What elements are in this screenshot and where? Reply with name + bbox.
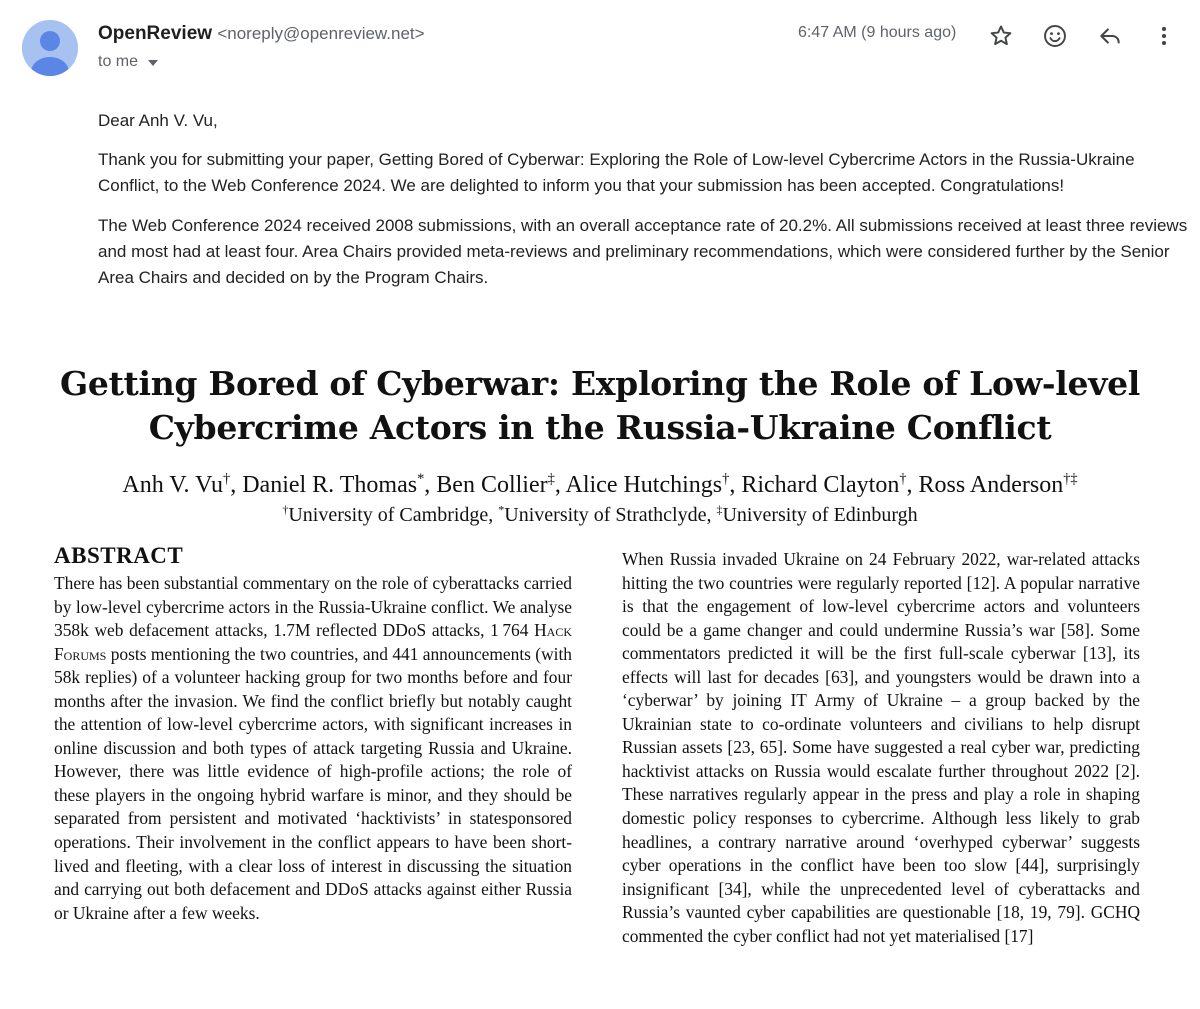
abstract-text-part: posts mentioning the two countries, and 441 announcements (with 58k replies) of a volunteer hacking group for two months before and four months after the invasion. We find the conflict briefly but notably caught the attention of low-level cybercrime actors, with significant increases in online discussion and both types of attack targeting Russia and Ukraine. However, there was little evidence of high-profile actions; the role of these players in the ongoing hybrid warfare is minor, and they should be separated from persistent and motivated ‘hacktivists’ in statesponsored operations. Their involvement in the conflict appears to have been short-lived and fleeting, with a clear loss of interest in discussing the situation and carrying out both defacement and DDoS attacks against either Russia or Ukraine after a few weeks. bbox=[54, 643, 572, 923]
sender-line bbox=[98, 23, 425, 45]
affiliation-mark: * bbox=[498, 502, 505, 517]
person-icon bbox=[22, 20, 78, 76]
abstract-heading: ABSTRACT bbox=[54, 543, 184, 568]
star-icon bbox=[988, 23, 1014, 49]
introduction-text: When Russia invaded Ukraine on 24 February 2022, war-related attacks hitting the two countries were regularly reported [12]. A popular narrative is that the engagement of low-level cybercrime actors and volunteers could be a game changer and could undermine Russia’s war [58]. Some commentators predicted it will be the first full-scale cyberwar [13], its effects will last for decades [63], and youngsters would be drawn into a ‘cyberwar’ by joining IT Army of Ukraine – a group backed by the Ukrainian state to co-ordinate volunteers and civilians to help disrupt Russian assets [23, 65]. Some have suggested a real cyber war, predicting hacktivist attacks on Russia would escalate further throughout 2022 [2]. These narratives regularly appear in the press and play a role in shaping domestic policy responses to cybercrime. Although less likely to grab headlines, a contrary narrative around ‘overhyped cyberwar’ suggests cyber operations in the conflict have been too slow [44], surprisingly insignificant [34], while the unprecedented level of cyberattacks and Russia’s vaunted cyber capabilities are questionable [18, 19, 79]. GCHQ commented the cyber conflict had not yet materialised [17] bbox=[622, 549, 1140, 946]
recipient-details-toggle[interactable] bbox=[98, 53, 158, 71]
email-paragraph-acceptance: Thank you for submitting your paper, Getting Bored of Cyberwar: Exploring the Role of Low-level Cybercrime Actors in the Russia-Ukraine Conflict, to the Web Conference 2024. We are delighted to inform you that your submission has been accepted. Congratulations! bbox=[98, 150, 1135, 195]
affiliation-name: University of Edinburgh bbox=[722, 504, 918, 526]
recipient-label: to me bbox=[98, 53, 139, 70]
author-mark: †‡ bbox=[1063, 471, 1078, 487]
affiliation-mark: ‡ bbox=[716, 502, 723, 517]
paper-title-line-1: Getting Bored of Cyberwar: Exploring the Role of Low-level bbox=[60, 364, 1140, 403]
author-mark: * bbox=[417, 471, 425, 487]
caret-down-icon bbox=[148, 60, 158, 66]
email-greeting: Dear Anh V. Vu, bbox=[98, 111, 218, 130]
add-reaction-button[interactable] bbox=[1040, 21, 1070, 51]
star-button[interactable] bbox=[986, 21, 1016, 51]
sender-name[interactable]: OpenReview bbox=[98, 23, 213, 44]
author-name: Ross Anderson bbox=[918, 472, 1064, 498]
reply-icon bbox=[1097, 23, 1123, 49]
author-name: Richard Clayton bbox=[741, 472, 900, 498]
paper-title-line-2: Cybercrime Actors in the Russia-Ukraine Conflict bbox=[148, 408, 1052, 447]
paper-affiliations: †University of Cambridge, *University of Strathclyde, ‡University of Edinburgh bbox=[282, 502, 918, 526]
paper-image bbox=[0, 360, 1200, 1009]
author-mark: ‡ bbox=[547, 471, 555, 487]
author-name: Daniel R. Thomas bbox=[242, 472, 418, 498]
sender-email: <noreply@openreview.net> bbox=[217, 24, 425, 43]
abstract-forum-name: Hack Forums bbox=[54, 620, 572, 664]
author-mark: † bbox=[223, 471, 231, 487]
author-name: Ben Collier bbox=[436, 472, 548, 498]
reply-button[interactable] bbox=[1095, 21, 1125, 51]
author-name: Alice Hutchings bbox=[565, 472, 723, 498]
emoji-icon bbox=[1042, 23, 1068, 49]
paper-title bbox=[0, 362, 1200, 450]
author-mark: † bbox=[722, 471, 730, 487]
more-vert-icon bbox=[1151, 23, 1177, 49]
affiliation-name: University of Strathclyde bbox=[504, 504, 707, 526]
affiliation-mark: † bbox=[282, 502, 289, 517]
more-options-button[interactable] bbox=[1149, 21, 1179, 51]
author-name: Anh V. Vu bbox=[122, 472, 223, 498]
sender-avatar[interactable] bbox=[22, 20, 78, 76]
email-timestamp: 6:47 AM (9 hours ago) bbox=[798, 24, 957, 41]
email-body bbox=[98, 108, 1188, 305]
abstract-text bbox=[54, 572, 572, 925]
paper-authors: Anh V. Vu†, Daniel R. Thomas*, Ben Collier‡, Alice Hutchings†, Richard Clayton†, Ross Anderson†‡ bbox=[122, 471, 1078, 498]
email-paragraph-statistics: The Web Conference 2024 received 2008 submissions, with an overall acceptance rate of 20.2%. All submissions received at least three reviews and most had at least four. Area Chairs provided meta-reviews and preliminary recommendations, which were considered further by the Senior Area Chairs and decided on by the Program Chairs. bbox=[98, 216, 1188, 287]
author-mark: † bbox=[899, 471, 907, 487]
affiliation-name: University of Cambridge bbox=[288, 504, 489, 526]
abstract-text-part: There has been substantial commentary on the role of cyberattacks carried by low-level cybercrime actors in the Russia-Ukraine conflict. We analyse 358k web defacement attacks, 1.7M reflected DDoS attacks, 1 764 bbox=[54, 573, 572, 641]
